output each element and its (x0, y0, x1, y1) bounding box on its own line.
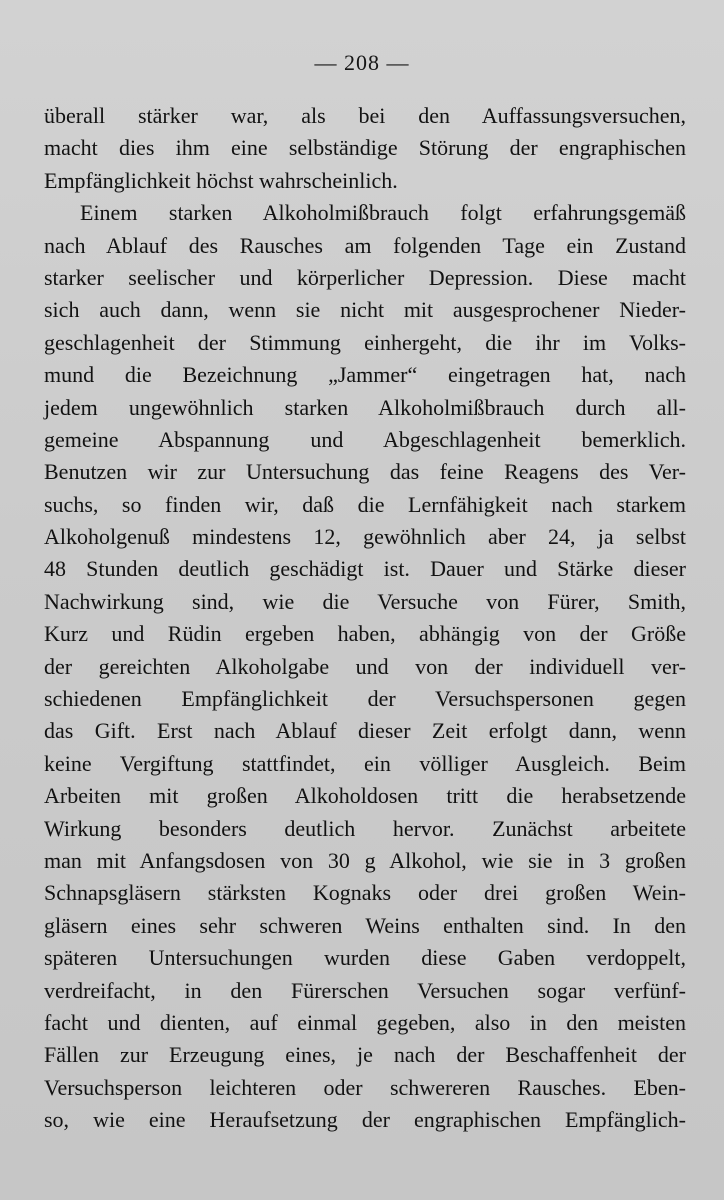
text-line: suchs, so finden wir, daß die Lernfähigkeit nach starkem (44, 491, 686, 517)
text-line: das Gift. Erst nach Ablauf dieser Zeit erfolgt dann, wenn (44, 718, 686, 744)
text-line: der gereichten Alkoholgabe und von der individuell ver- (44, 653, 686, 679)
text-line: gemeine Abspannung und Abgeschlagenheit bemerklich. (44, 426, 686, 452)
text-line: Fällen zur Erzeugung eines, je nach der Beschaffenheit der (44, 1042, 686, 1068)
text-line: Alkoholgenuß mindestens 12, gewöhnlich aber 24, ja selbst (44, 524, 686, 550)
text-line: Schnapsgläsern stärksten Kognaks oder drei großen Wein- (44, 880, 686, 906)
text-line: gläsern eines sehr schweren Weins enthalten sind. In den (44, 912, 686, 938)
text-line: Versuchsperson leichteren oder schwereren Rausches. Eben- (44, 1074, 686, 1100)
page-number: — 208 — (314, 50, 410, 75)
paragraph-2 (44, 197, 686, 1136)
text-line: macht dies ihm eine selbständige Störung der engraphischen (44, 135, 686, 161)
paragraph-1 (44, 100, 686, 197)
text-line: geschlagenheit der Stimmung einhergeht, die ihr im Volks- (44, 329, 686, 355)
text-line: Arbeiten mit großen Alkoholdosen tritt die herabsetzende (44, 783, 686, 809)
text-line: nach Ablauf des Rausches am folgenden Tage ein Zustand (44, 232, 686, 258)
text-line: überall stärker war, als bei den Auffassungsversuchen, (44, 103, 686, 128)
text-line: mund die Bezeichnung „Jammer“ eingetragen hat, nach (44, 362, 686, 388)
text-line: Nachwirkung sind, wie die Versuche von Fürer, Smith, (44, 588, 686, 614)
text-line: keine Vergiftung stattfindet, ein völliger Ausgleich. Beim (44, 750, 686, 776)
text-line: so, wie eine Heraufsetzung der engraphischen Empfänglich- (44, 1107, 686, 1133)
text-line: facht und dienten, auf einmal gegeben, also in den meisten (44, 1009, 686, 1035)
text-line: Kurz und Rüdin ergeben haben, abhängig von der Größe (44, 621, 686, 647)
text-line: schiedenen Empfänglichkeit der Versuchspersonen gegen (44, 686, 686, 712)
text-line: jedem ungewöhnlich starken Alkoholmißbrauch durch all- (44, 394, 686, 420)
text-line: Empfänglichkeit höchst wahrscheinlich. (44, 167, 398, 193)
text-line: starker seelischer und körperlicher Depression. Diese macht (44, 264, 686, 290)
text-line: 48 Stunden deutlich geschädigt ist. Dauer und Stärke dieser (44, 556, 686, 582)
text-line: verdreifacht, in den Fürerschen Versuchen sogar verfünf- (44, 977, 686, 1003)
text-line: Wirkung besonders deutlich hervor. Zunächst arbeitete (44, 815, 686, 841)
text-line: sich auch dann, wenn sie nicht mit ausgesprochener Nieder- (44, 297, 686, 323)
body-text (44, 100, 686, 1137)
text-line: Einem starken Alkoholmißbrauch folgt erfahrungsgemäß (80, 200, 686, 226)
text-line: Benutzen wir zur Untersuchung das feine Reagens des Ver- (44, 459, 686, 485)
text-line: man mit Anfangsdosen von 30 g Alkohol, wie sie in 3 großen (44, 847, 686, 873)
text-line: späteren Untersuchungen wurden diese Gaben verdoppelt, (44, 945, 686, 971)
